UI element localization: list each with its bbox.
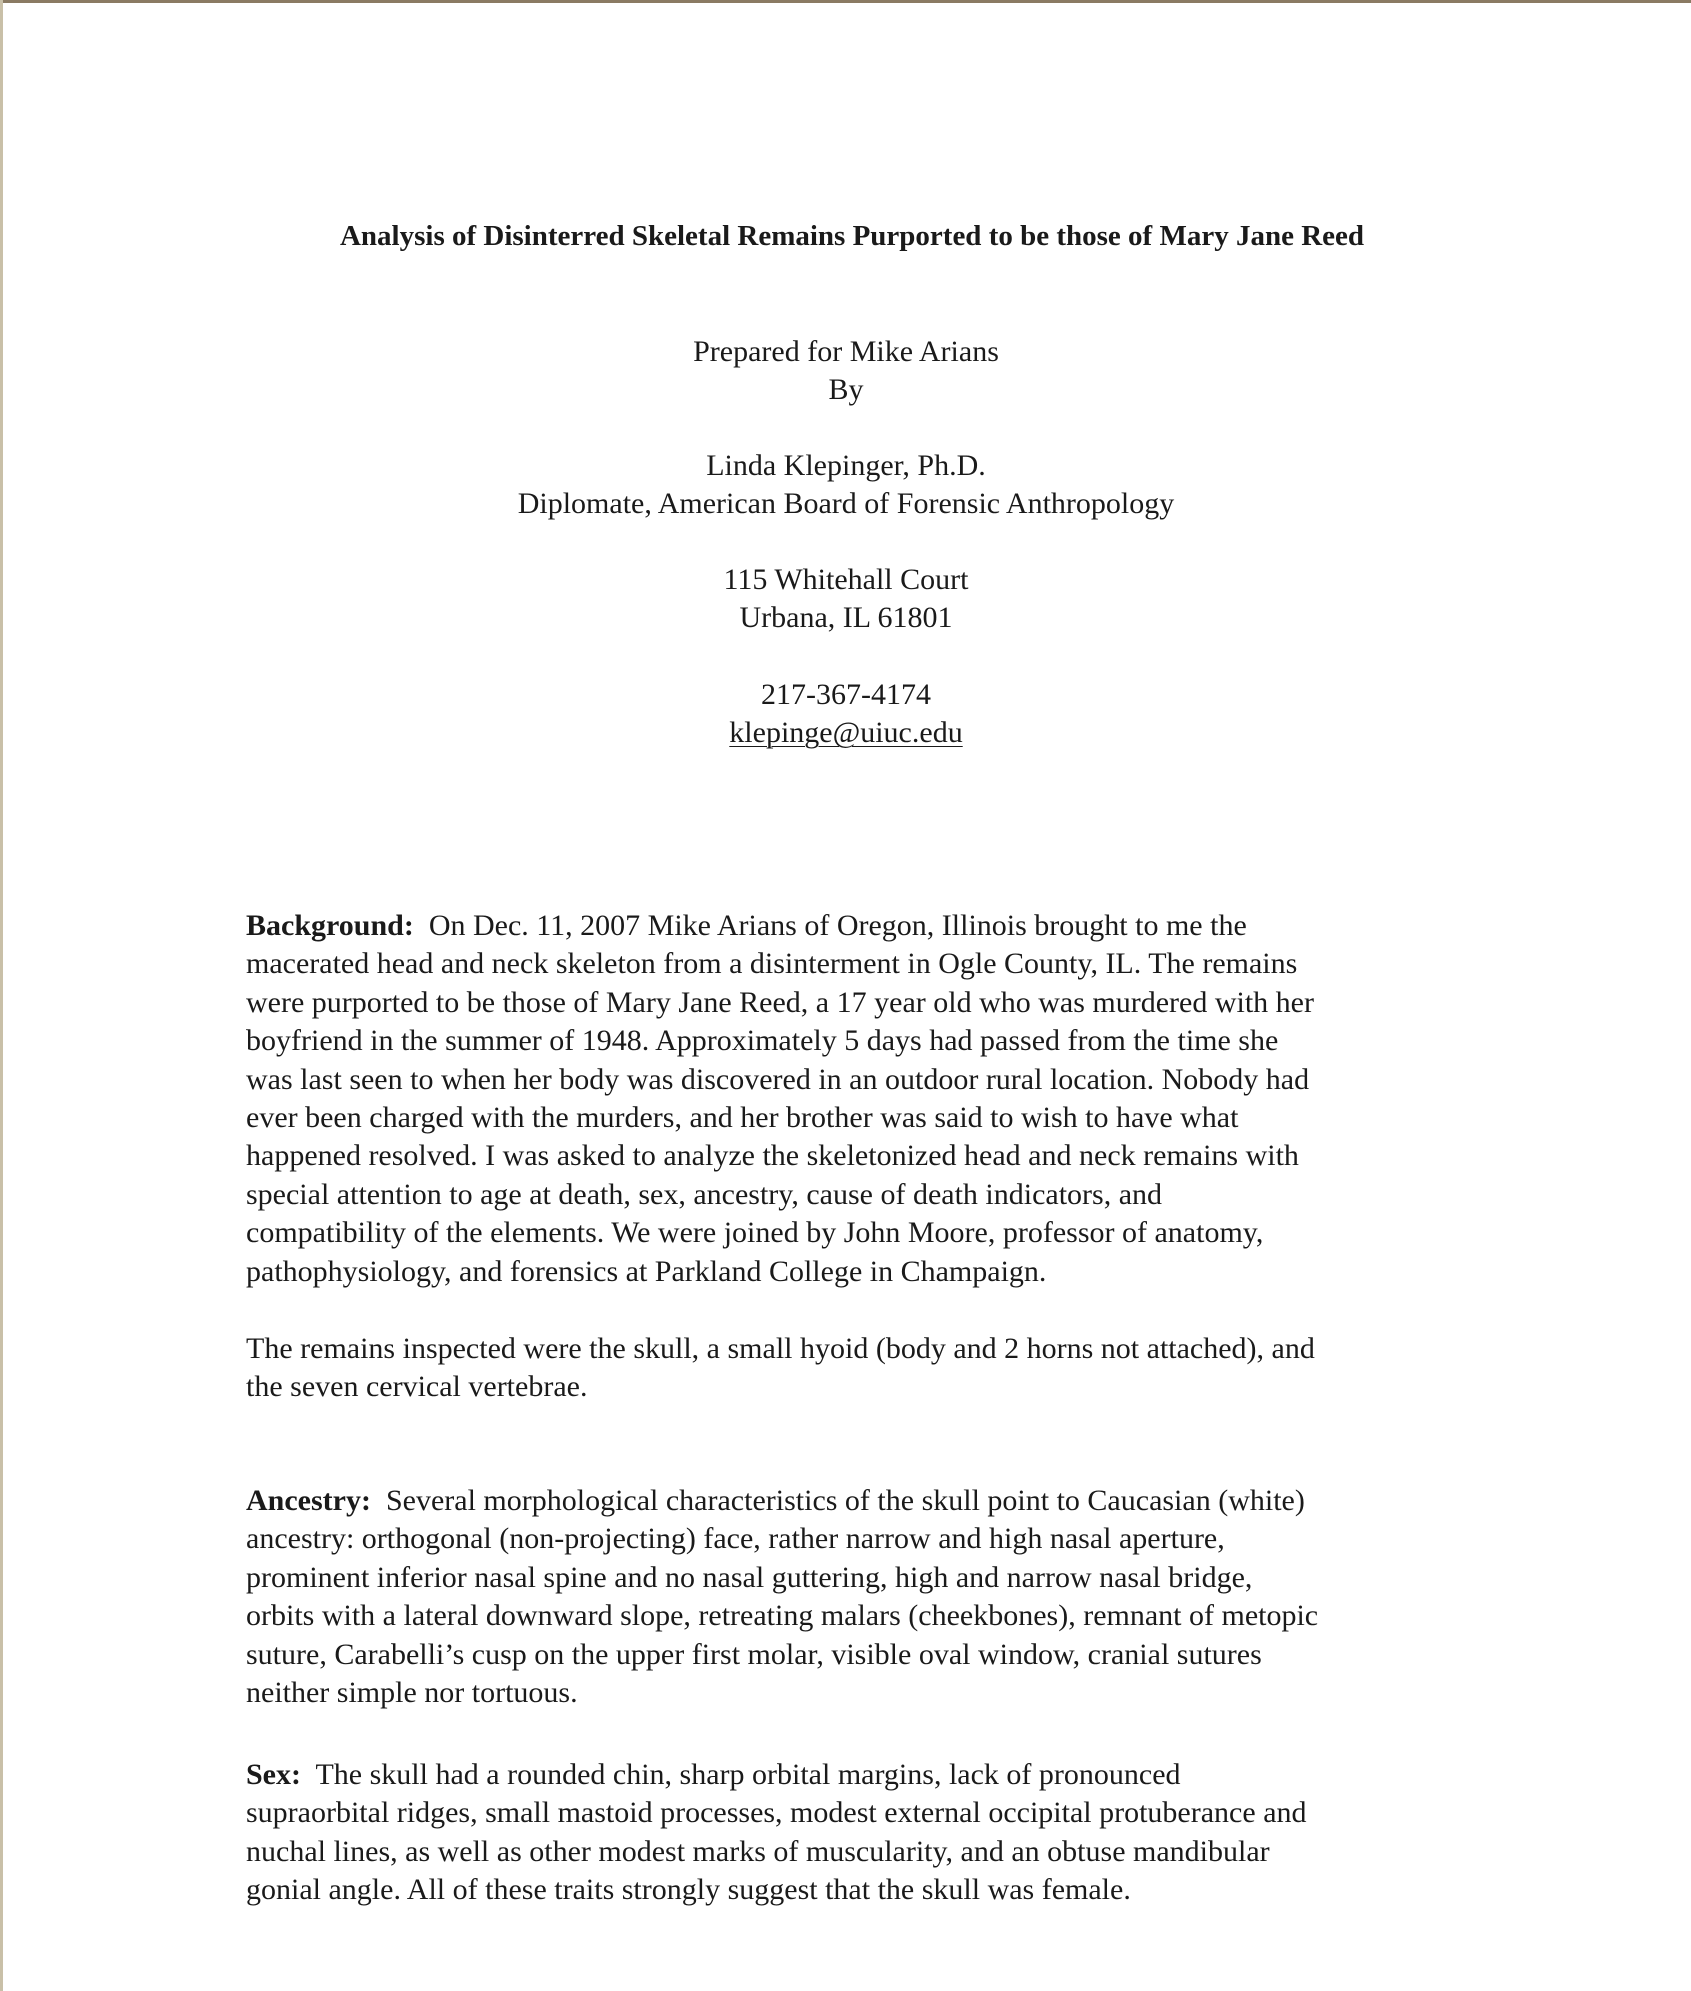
sex-paragraph — [246, 1756, 1446, 1910]
sex-heading: Sex: — [246, 1758, 301, 1791]
paragraph-line: Sex: The skull had a rounded chin, sharp orbital margins, lack of pronounced — [246, 1758, 1181, 1791]
background-heading: Background: — [246, 909, 414, 942]
paragraph-line: Ancestry: Several morphological characteristics of the skull point to Caucasian (white) — [246, 1484, 1305, 1517]
prepared-for-line: Prepared for Mike Arians — [693, 335, 999, 368]
ancestry-heading: Ancestry: — [246, 1484, 371, 1517]
paragraph-line: Background: On Dec. 11, 2007 Mike Arians of Oregon, Illinois brought to me the — [246, 909, 1247, 942]
contact-email-link[interactable]: klepinge@uiuc.edu — [729, 716, 963, 749]
contact-phone: 217-367-4174 — [761, 678, 931, 711]
paragraph-line: gonial angle. All of these traits strongly suggest that the skull was female. — [246, 1873, 1131, 1907]
paragraph-line: suture, Carabelli’s cusp on the upper first molar, visible oval window, cranial sutures — [246, 1637, 1262, 1671]
paragraph-line: were purported to be those of Mary Jane Reed, a 17 year old who was murdered with her — [246, 985, 1314, 1019]
prepared-for-block — [246, 333, 1446, 409]
paragraph-line: orbits with a lateral downward slope, retreating malars (cheekbones), remnant of metopic — [246, 1599, 1319, 1633]
paragraph-line: ever been charged with the murders, and her brother was said to wish to have what — [246, 1101, 1239, 1135]
scan-top-edge — [0, 0, 1691, 3]
paragraph-line: nuchal lines, as well as other modest marks of muscularity, and an obtuse mandibular — [246, 1834, 1270, 1868]
paragraph-line: was last seen to when her body was discovered in an outdoor rural location. Nobody had — [246, 1062, 1310, 1096]
prepared-by-line: By — [828, 373, 864, 406]
address-city: Urbana, IL 61801 — [739, 601, 953, 634]
paragraph-line: compatibility of the elements. We were joined by John Moore, professor of anatomy, — [246, 1216, 1264, 1250]
author-block — [246, 447, 1446, 523]
remains-paragraph — [246, 1330, 1446, 1407]
paragraph-line: prominent inferior nasal spine and no nasal guttering, high and narrow nasal bridge, — [246, 1560, 1253, 1594]
paragraph-line: boyfriend in the summer of 1948. Approximately 5 days had passed from the time she — [246, 1024, 1279, 1058]
paragraph-line: macerated head and neck skeleton from a disinterment in Ogle County, IL. The remains — [246, 947, 1298, 981]
paragraph-line: The remains inspected were the skull, a small hyoid (body and 2 horns not attached), and — [246, 1332, 1315, 1365]
paragraph-line: supraorbital ridges, small mastoid processes, modest external occipital protuberance and — [246, 1796, 1307, 1830]
background-paragraph — [246, 907, 1446, 1291]
author-credential: Diplomate, American Board of Forensic Anthropology — [517, 487, 1175, 520]
address-block — [246, 561, 1446, 637]
paragraph-line: neither simple nor tortuous. — [246, 1676, 578, 1710]
paragraph-line: happened resolved. I was asked to analyze the skeletonized head and neck remains with — [246, 1139, 1299, 1173]
contact-block — [246, 676, 1446, 752]
paragraph-line: pathophysiology, and forensics at Parkland College in Champaign. — [246, 1254, 1047, 1288]
paragraph-line: ancestry: orthogonal (non-projecting) face, rather narrow and high nasal aperture, — [246, 1522, 1225, 1556]
address-street: 115 Whitehall Court — [723, 563, 969, 596]
paragraph-line: special attention to age at death, sex, ancestry, cause of death indicators, and — [246, 1177, 1163, 1211]
author-name: Linda Klepinger, Ph.D. — [706, 449, 986, 482]
scan-left-edge — [0, 0, 3, 1991]
paragraph-line: the seven cervical vertebrae. — [246, 1370, 588, 1404]
document-title: Analysis of Disinterred Skeletal Remains Purported to be those of Mary Jane Reed — [339, 220, 1365, 252]
ancestry-paragraph — [246, 1482, 1446, 1712]
